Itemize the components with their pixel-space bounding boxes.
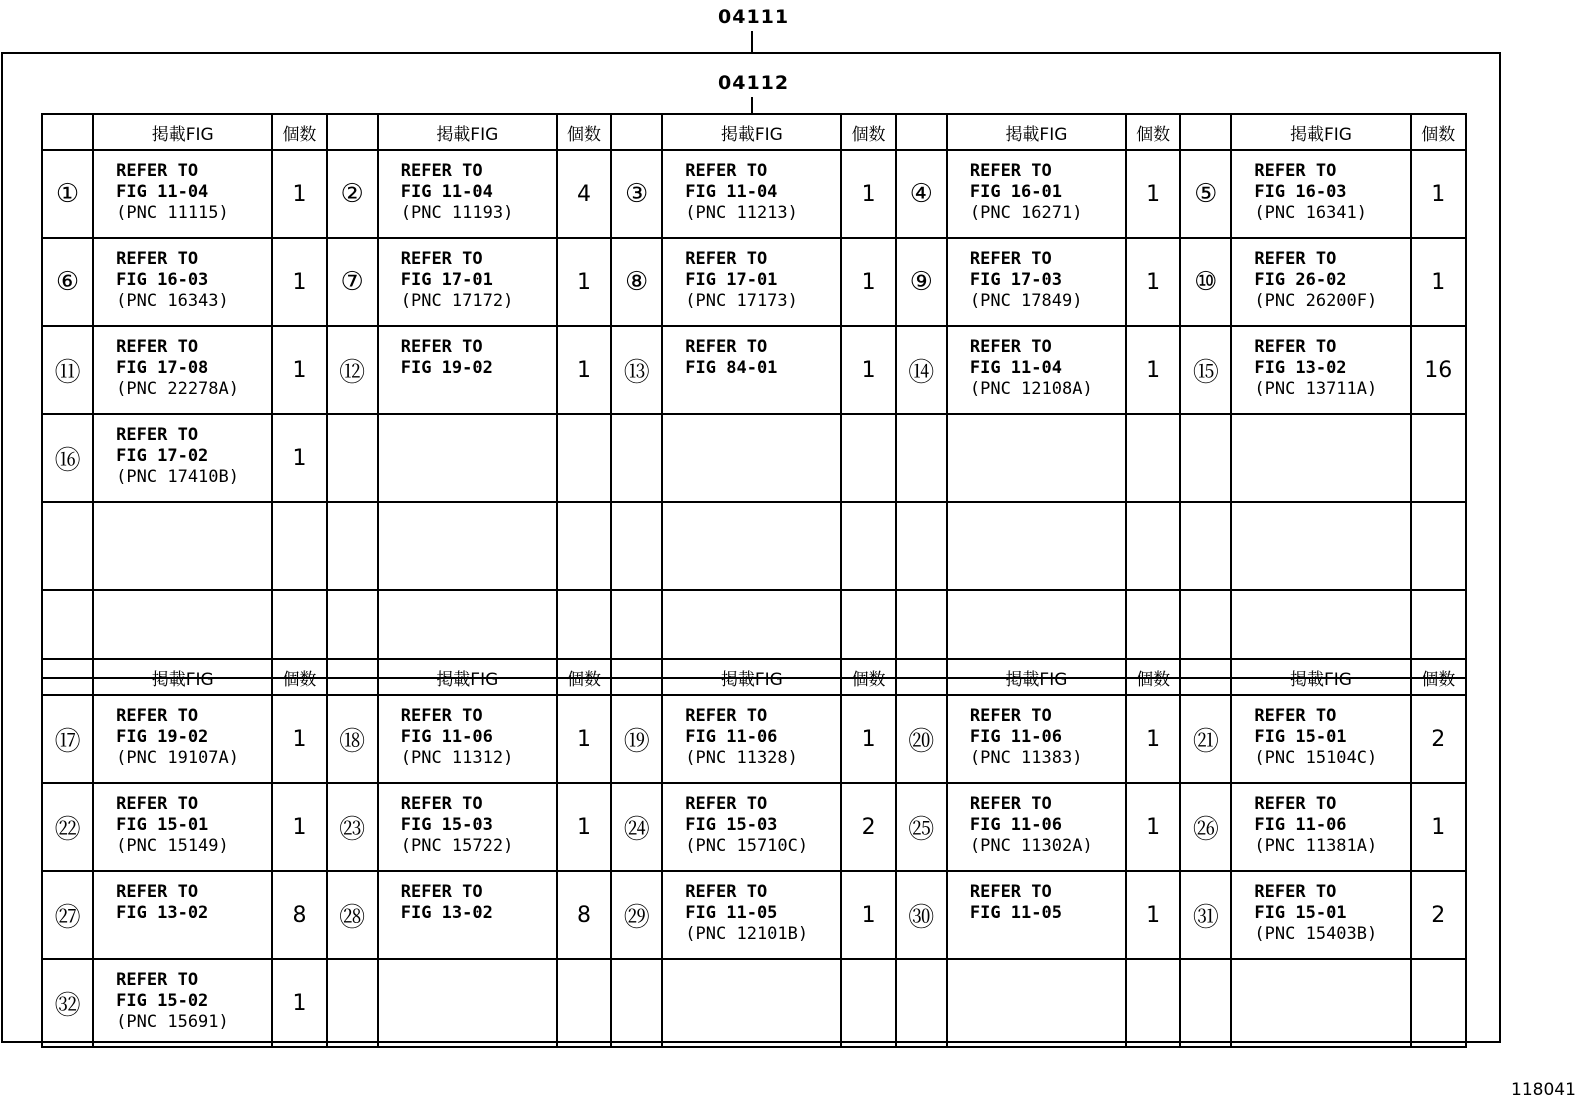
table-row [42,871,1466,959]
fig-reference [1231,238,1410,326]
fig-reference [1231,783,1410,871]
pnc-text: (PNC 11302A) [969,836,1093,856]
item-number [42,502,93,590]
fig-reference [947,238,1126,326]
fig-reference [662,959,841,1047]
item-number: ⑬ [611,326,662,414]
header-qty-cell: 個数 [557,659,611,695]
fig-number-text: FIG 17-02 [116,446,209,466]
table-row [42,502,1466,590]
fig-reference [947,871,1126,959]
fig-reference [93,959,272,1047]
header-fig-cell: 掲載FIG [93,659,272,695]
item-number: ④ [896,150,947,238]
fig-reference [93,150,272,238]
refer-to-text: REFER TO [1254,706,1337,726]
fig-reference [378,150,557,238]
fig-reference [947,959,1126,1047]
fig-reference [662,238,841,326]
quantity [841,414,895,502]
quantity: 1 [841,695,895,783]
refer-to-text: REFER TO [400,794,483,814]
table-row [42,326,1466,414]
fig-reference [378,783,557,871]
header-qty-cell: 個数 [1126,114,1180,150]
table-row [42,695,1466,783]
quantity [1126,959,1180,1047]
refer-to-text: REFER TO [969,706,1052,726]
quantity: 1 [272,238,326,326]
item-number: ㉗ [42,871,93,959]
header-blank-cell [896,659,947,695]
quantity: 4 [557,150,611,238]
fig-reference [93,238,272,326]
pnc-text: (PNC 15104C) [1254,748,1378,768]
item-number [327,414,378,502]
table-header-row [42,659,1466,695]
header-blank-cell [1180,114,1231,150]
pnc-text: (PNC 26200F) [1254,291,1378,311]
refer-to-text: REFER TO [685,161,768,181]
outer-leader-line [751,31,753,52]
fig-reference [378,238,557,326]
quantity: 1 [557,238,611,326]
quantity [1411,502,1466,590]
fig-reference [662,414,841,502]
item-number: ② [327,150,378,238]
item-number: ⑳ [896,695,947,783]
pnc-text: (PNC 16341) [1254,203,1368,223]
fig-number-text: FIG 17-01 [400,270,493,290]
fig-reference [93,695,272,783]
fig-reference [662,502,841,590]
refer-to-text: REFER TO [116,337,199,357]
pnc-text: (PNC 22278A) [116,379,239,399]
fig-reference [662,326,841,414]
quantity: 1 [841,238,895,326]
refer-to-text: REFER TO [116,425,199,445]
header-fig-cell: 掲載FIG [1231,659,1410,695]
quantity: 1 [1126,238,1180,326]
item-number: ⑫ [327,326,378,414]
refer-to-text: REFER TO [685,337,768,357]
header-fig-cell: 掲載FIG [1231,114,1410,150]
header-blank-cell [42,114,93,150]
refer-to-text: REFER TO [400,706,483,726]
fig-reference [947,695,1126,783]
fig-number-text: FIG 11-06 [400,727,493,747]
quantity [557,414,611,502]
quantity: 1 [272,959,326,1047]
pnc-text: (PNC 15691) [116,1012,229,1032]
fig-reference [947,326,1126,414]
quantity [557,959,611,1047]
item-number: ㉔ [611,783,662,871]
refer-to-text: REFER TO [116,706,199,726]
header-qty-cell: 個数 [1411,114,1466,150]
item-number [1180,959,1231,1047]
table-header-row [42,114,1466,150]
quantity [1126,414,1180,502]
item-number: ⑦ [327,238,378,326]
fig-number-text: FIG 16-03 [116,270,209,290]
pnc-text: (PNC 15149) [116,836,229,856]
header-blank-cell [327,114,378,150]
pnc-text: (PNC 11383) [969,748,1083,768]
header-fig-cell: 掲載FIG [947,114,1126,150]
fig-number-text: FIG 11-06 [969,815,1062,835]
refer-to-text: REFER TO [116,794,199,814]
illustration-code: 118041 [1511,1080,1576,1100]
fig-reference [947,502,1126,590]
fig-number-text: FIG 13-02 [400,903,493,923]
fig-number-text: FIG 16-01 [969,182,1062,202]
quantity: 8 [272,871,326,959]
fig-reference [378,871,557,959]
item-number: ① [42,150,93,238]
fig-reference [1231,326,1410,414]
header-qty-cell: 個数 [1411,659,1466,695]
item-number: ⑯ [42,414,93,502]
header-fig-cell: 掲載FIG [93,114,272,150]
quantity: 16 [1411,326,1466,414]
item-number: ⑤ [1180,150,1231,238]
header-fig-cell: 掲載FIG [662,114,841,150]
refer-to-text: REFER TO [685,882,768,902]
item-number [327,959,378,1047]
header-blank-cell [1180,659,1231,695]
header-blank-cell [42,659,93,695]
pnc-text: (PNC 11213) [685,203,798,223]
item-number: ⑲ [611,695,662,783]
header-blank-cell [611,659,662,695]
refer-to-text: REFER TO [685,706,768,726]
item-number: ⑰ [42,695,93,783]
item-number [611,502,662,590]
item-number: ⑧ [611,238,662,326]
table-row [42,414,1466,502]
refer-to-text: REFER TO [1254,161,1337,181]
fig-number-text: FIG 11-04 [969,358,1062,378]
fig-reference [1231,414,1410,502]
refer-to-text: REFER TO [400,161,483,181]
header-blank-cell [327,659,378,695]
item-number: ㉖ [1180,783,1231,871]
item-number: ⑥ [42,238,93,326]
table-row [42,959,1466,1047]
item-number: ⑩ [1180,238,1231,326]
item-number [611,959,662,1047]
quantity [841,502,895,590]
table-row [42,150,1466,238]
quantity [1126,502,1180,590]
fig-reference [947,783,1126,871]
refer-to-text: REFER TO [116,970,199,990]
parts-table-1 [41,113,1467,679]
item-number [896,414,947,502]
quantity: 1 [1126,871,1180,959]
quantity: 1 [1411,783,1466,871]
refer-to-text: REFER TO [1254,794,1337,814]
fig-reference [93,871,272,959]
refer-to-text: REFER TO [685,249,768,269]
quantity [557,502,611,590]
refer-to-text: REFER TO [400,249,483,269]
refer-to-text: REFER TO [1254,882,1337,902]
refer-to-text: REFER TO [116,249,199,269]
fig-reference [662,783,841,871]
refer-to-text: REFER TO [116,882,199,902]
fig-number-text: FIG 17-01 [685,270,778,290]
pnc-text: (PNC 15403B) [1254,924,1378,944]
header-qty-cell: 個数 [272,114,326,150]
fig-number-text: FIG 84-01 [685,358,778,378]
pnc-text: (PNC 11328) [685,748,798,768]
quantity: 1 [841,326,895,414]
header-qty-cell: 個数 [841,114,895,150]
header-qty-cell: 個数 [841,659,895,695]
item-number: ㉚ [896,871,947,959]
pnc-text: (PNC 17173) [685,291,798,311]
fig-reference [378,414,557,502]
fig-reference [93,502,272,590]
refer-to-text: REFER TO [116,161,199,181]
fig-number-text: FIG 11-06 [685,727,778,747]
header-qty-cell: 個数 [557,114,611,150]
fig-number-text: FIG 17-03 [969,270,1062,290]
pnc-text: (PNC 11193) [400,203,514,223]
item-number: ㉘ [327,871,378,959]
quantity [1411,414,1466,502]
item-number: ⑨ [896,238,947,326]
quantity: 2 [841,783,895,871]
pnc-text: (PNC 15710C) [685,836,809,856]
header-fig-cell: 掲載FIG [378,114,557,150]
pnc-text: (PNC 17410B) [116,467,239,487]
pnc-text: (PNC 16343) [116,291,229,311]
refer-to-text: REFER TO [1254,249,1337,269]
item-number [896,959,947,1047]
quantity: 1 [1126,150,1180,238]
fig-number-text: FIG 13-02 [1254,358,1347,378]
fig-number-text: FIG 19-02 [116,727,209,747]
quantity: 2 [1411,695,1466,783]
fig-reference [947,414,1126,502]
fig-number-text: FIG 15-01 [1254,903,1347,923]
quantity [1411,959,1466,1047]
pnc-text: (PNC 13711A) [1254,379,1378,399]
fig-reference [662,871,841,959]
table-row [42,783,1466,871]
refer-to-text: REFER TO [969,337,1052,357]
quantity [841,959,895,1047]
refer-to-text: REFER TO [969,249,1052,269]
item-number: ⑮ [1180,326,1231,414]
item-number: ㉕ [896,783,947,871]
item-number [1180,414,1231,502]
item-number: ㉛ [1180,871,1231,959]
quantity: 1 [557,326,611,414]
fig-reference [93,326,272,414]
header-fig-cell: 掲載FIG [662,659,841,695]
fig-number-text: FIG 17-08 [116,358,209,378]
item-number [611,414,662,502]
fig-reference [662,150,841,238]
pnc-text: (PNC 11312) [400,748,514,768]
item-number: ③ [611,150,662,238]
quantity: 1 [841,150,895,238]
fig-number-text: FIG 11-06 [969,727,1062,747]
quantity: 1 [557,695,611,783]
item-number [327,502,378,590]
fig-reference [93,783,272,871]
pnc-text: (PNC 11381A) [1254,836,1378,856]
outer-assembly-label: 04111 [718,6,790,28]
fig-number-text: FIG 16-03 [1254,182,1347,202]
fig-reference [378,959,557,1047]
table-row [42,238,1466,326]
fig-number-text: FIG 11-06 [1254,815,1347,835]
quantity: 8 [557,871,611,959]
item-number: ㉙ [611,871,662,959]
item-number: ㉓ [327,783,378,871]
fig-reference [378,326,557,414]
quantity: 1 [1411,238,1466,326]
item-number: ㉜ [42,959,93,1047]
quantity: 1 [272,150,326,238]
item-number: ⑭ [896,326,947,414]
refer-to-text: REFER TO [400,337,483,357]
fig-number-text: FIG 11-04 [685,182,778,202]
quantity: 1 [272,783,326,871]
quantity: 1 [841,871,895,959]
pnc-text: (PNC 17172) [400,291,514,311]
item-number: ⑱ [327,695,378,783]
fig-number-text: FIG 15-01 [116,815,209,835]
fig-reference [1231,871,1410,959]
header-fig-cell: 掲載FIG [378,659,557,695]
fig-reference [662,695,841,783]
fig-number-text: FIG 15-03 [685,815,778,835]
quantity: 1 [1126,783,1180,871]
fig-number-text: FIG 15-02 [116,991,209,1011]
refer-to-text: REFER TO [685,794,768,814]
fig-number-text: FIG 11-04 [116,182,209,202]
pnc-text: (PNC 16271) [969,203,1083,223]
quantity: 1 [272,326,326,414]
fig-number-text: FIG 11-05 [969,903,1062,923]
fig-reference [1231,502,1410,590]
pnc-text: (PNC 15722) [400,836,514,856]
refer-to-text: REFER TO [969,161,1052,181]
header-fig-cell: 掲載FIG [947,659,1126,695]
fig-reference [1231,959,1410,1047]
fig-reference [1231,150,1410,238]
fig-reference [93,414,272,502]
refer-to-text: REFER TO [969,882,1052,902]
fig-number-text: FIG 13-02 [116,903,209,923]
fig-number-text: FIG 19-02 [400,358,493,378]
quantity: 1 [272,414,326,502]
header-qty-cell: 個数 [272,659,326,695]
refer-to-text: REFER TO [400,882,483,902]
inner-leader-line [751,97,753,113]
fig-number-text: FIG 15-03 [400,815,493,835]
pnc-text: (PNC 17849) [969,291,1083,311]
pnc-text: (PNC 12108A) [969,379,1093,399]
pnc-text: (PNC 12101B) [685,924,809,944]
item-number [896,502,947,590]
header-qty-cell: 個数 [1126,659,1180,695]
item-number: ㉑ [1180,695,1231,783]
refer-to-text: REFER TO [969,794,1052,814]
refer-to-text: REFER TO [1254,337,1337,357]
inner-assembly-label: 04112 [718,72,790,94]
item-number: ⑪ [42,326,93,414]
quantity: 2 [1411,871,1466,959]
item-number: ㉒ [42,783,93,871]
fig-number-text: FIG 11-05 [685,903,778,923]
item-number [1180,502,1231,590]
fig-reference [378,695,557,783]
quantity: 1 [1126,326,1180,414]
quantity [272,502,326,590]
fig-reference [1231,695,1410,783]
header-blank-cell [611,114,662,150]
quantity: 1 [1126,695,1180,783]
header-blank-cell [896,114,947,150]
fig-number-text: FIG 26-02 [1254,270,1347,290]
pnc-text: (PNC 11115) [116,203,229,223]
parts-table-2 [41,658,1467,1048]
pnc-text: (PNC 19107A) [116,748,239,768]
quantity: 1 [557,783,611,871]
fig-reference [378,502,557,590]
quantity: 1 [1411,150,1466,238]
quantity: 1 [272,695,326,783]
fig-number-text: FIG 11-04 [400,182,493,202]
fig-reference [947,150,1126,238]
fig-number-text: FIG 15-01 [1254,727,1347,747]
